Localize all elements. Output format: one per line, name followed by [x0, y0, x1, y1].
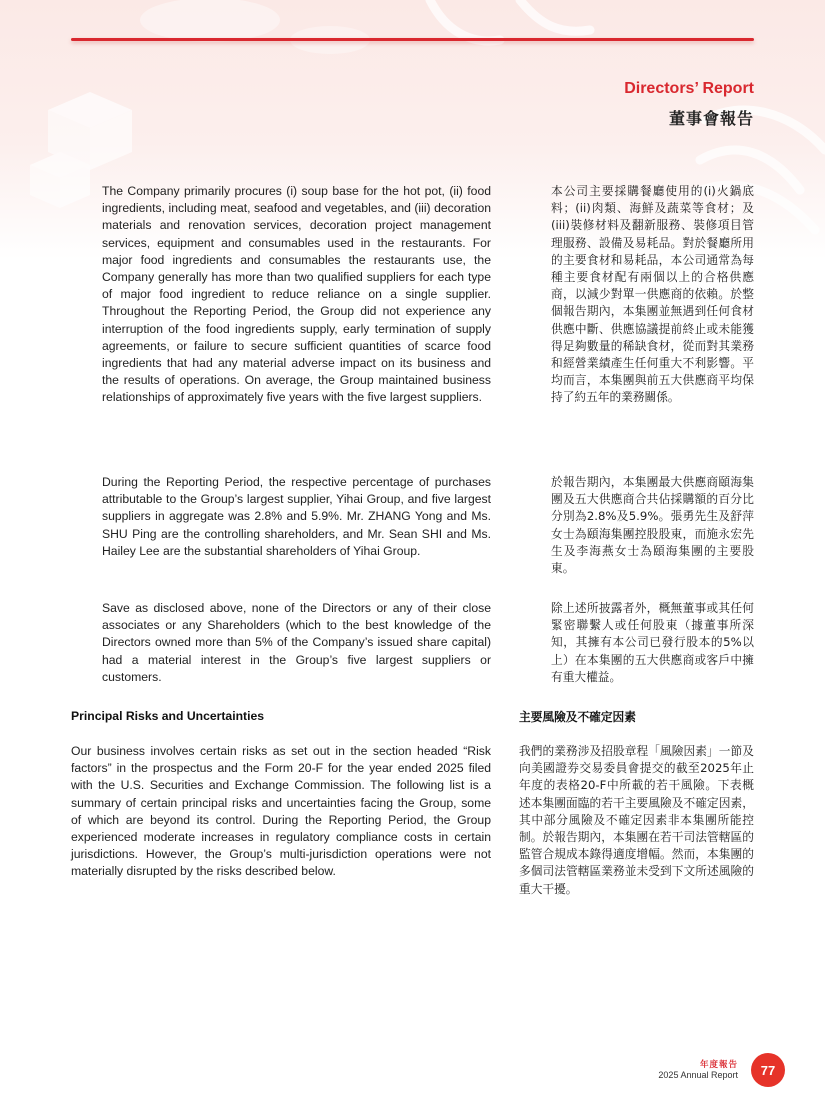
- en-paragraph-purchases: During the Reporting Period, the respective percentage of purchases attributable to the Group’s largest supplier, Yihai Group, and five largest suppliers in aggregate was 2.8% and 5.9%. Mr. ZHANG Yong and Ms. SHU Ping are the controlling shareholders, and Mr. Sean SHI and Ms. Hailey Lee are the substantial shareholders of Yihai Group.: [102, 475, 491, 558]
- en-paragraph-disclosure: Save as disclosed above, none of the Directors or any of their close associates or any Shareholders (which to the best knowledge of the Directors owned more than 5% of the Company’s issued share capital) had a material interest in the Group’s five largest suppliers or customers.: [102, 601, 491, 684]
- zh-paragraph-suppliers: 本公司主要採購餐廳使用的(i)火鍋底料；(ii)肉類、海鮮及蔬菜等食材；及(iii)裝修材料及翻新服務、裝修項目管理服務、設備及易耗品。對於餐廳所用的主要食材和易耗品，本公司通常為每種主要食材配有兩個以上的合格供應商，以減少對單一供應商的依賴。於整個報告期內，本集團並無遇到任何食材供應中斷、供應協議提前終止或未能獲得足夠數量的稀缺食材，從而對其業務和經營業績產生任何重大不利影響。平均而言，本集團與前五大供應商平均保持了約五年的業務關係。: [551, 184, 754, 405]
- page-number-badge: 77: [751, 1053, 785, 1087]
- en-paragraph-risks: Our business involves certain risks as set out in the section headed “Risk factors” in the prospectus and the Form 20-F for the year ended 2025 filed with the U.S. Securities and Exchange Commission. The following list is a summary of certain principal risks and uncertainties facing the Group, some of which are beyond its control. During the Reporting Period, the Group experienced moderate increases in regulatory compliance costs in certain jurisdictions. However, the Group’s multi-jurisdiction operations were not materially disrupted by the risks described below.: [71, 744, 491, 879]
- en-paragraph-suppliers: The Company primarily procures (i) soup base for the hot pot, (ii) food ingredients, including meat, seafood and vegetables, and (iii) decoration materials and renovation services, decoration project management services, equipment and consumables used in the restaurants. For major food ingredients and consumables the restaurants use, the Company generally has more than two qualified suppliers for each type of major food ingredient to reduce reliance on a single supplier. Throughout the Reporting Period, the Group did not experience any interruption of the food ingredients supply, early termination of supply agreements, or failure to secure sufficient quantities of scarce food ingredients that had any material adverse impact on its business and the results of operations. On average, the Group maintained business relationships of approximately five years with the five largest suppliers.: [102, 184, 491, 405]
- zh-paragraph-purchases: 於報告期內，本集團最大供應商頤海集團及五大供應商合共佔採購額的百分比分別為2.8%及5.9%。張勇先生及舒萍女士為頤海集團控股股東，而施永宏先生及李海燕女士為頤海集團的主要股東。: [551, 475, 754, 576]
- zh-paragraph-risks: 我們的業務涉及招股章程「風險因素」一節及向美國證券交易委員會提交的截至2025年止年度的表格20-F中所載的若干風險。下表概述本集團面臨的若干主要風險及不確定因素，其中部分風險及不確定因素非本集團所能控制。於報告期內，本集團在若干司法管轄區的監管合規成本錄得適度增幅。然而，本集團的多個司法管轄區業務並未受到下文所述風險的重大干擾。: [519, 744, 754, 896]
- footer-report-label-en: 2025 Annual Report: [658, 1070, 738, 1080]
- page-title-zh: 董事會報告: [668, 109, 754, 128]
- risks-heading-en: Principal Risks and Uncertainties: [71, 709, 265, 723]
- header-rule: [71, 38, 754, 41]
- page-title-en: Directors’ Report: [624, 80, 754, 97]
- risks-heading-zh: 主要風險及不確定因素: [519, 710, 636, 724]
- zh-paragraph-disclosure: 除上述所披露者外，概無董事或其任何緊密聯繫人或任何股東（據董事所深知，其擁有本公司已發行股本的5%以上）在本集團的五大供應商或客戶中擁有重大權益。: [551, 601, 754, 684]
- footer-report-label-zh: 年度報告: [699, 1060, 738, 1070]
